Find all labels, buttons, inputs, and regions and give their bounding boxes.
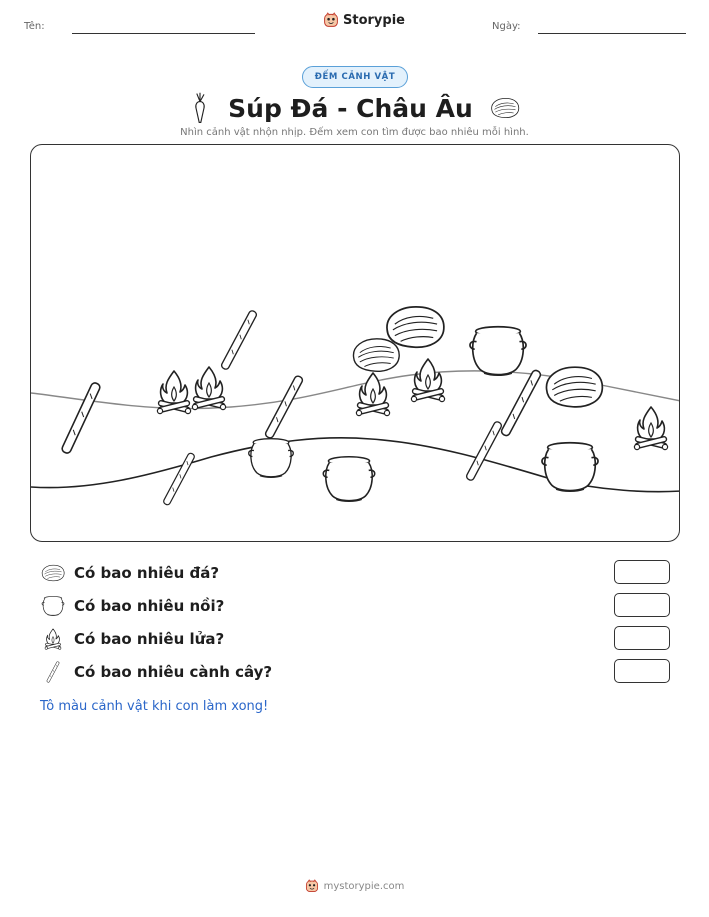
name-label: Tên: [24, 21, 45, 32]
question-row-fires [40, 626, 670, 652]
campfire [411, 359, 444, 402]
answer-box-sticks[interactable] [614, 659, 670, 683]
footer-brand [0, 879, 709, 893]
cooking-pot [249, 439, 294, 478]
stone-icon [489, 96, 521, 120]
answer-box-fires[interactable] [614, 626, 670, 650]
question-text: Có bao nhiêu cành cây? [74, 663, 273, 681]
coloring-note: Tô màu cảnh vật khi con làm xong! [40, 699, 269, 714]
page-title: Súp Đá - Châu Âu [228, 93, 473, 123]
cooking-pot [542, 443, 598, 492]
footer-url[interactable]: mystorypie.com [323, 880, 405, 892]
instructions: Nhìn cảnh vật nhộn nhịp. Đếm xem con tìm được bao nhiêu mỗi hình. [180, 127, 529, 138]
campfire [634, 407, 667, 450]
mascot-icon [323, 12, 339, 28]
question-text: Có bao nhiêu lửa? [74, 630, 225, 648]
title-row [0, 92, 709, 124]
campfire [192, 367, 225, 410]
carrot-icon [188, 92, 212, 124]
brand-logo [323, 12, 405, 28]
stick [465, 421, 502, 482]
scene-illustration [31, 145, 680, 542]
stick [163, 452, 196, 505]
stone [546, 367, 602, 407]
fire-icon [43, 627, 63, 651]
date-label: Ngày: [492, 21, 521, 32]
question-text: Có bao nhiêu đá? [74, 564, 220, 582]
date-field[interactable] [538, 33, 686, 34]
question-text: Có bao nhiêu nồi? [74, 597, 225, 615]
name-field[interactable] [72, 33, 255, 34]
stick [220, 310, 257, 371]
stone-icon [40, 563, 66, 583]
stone [353, 339, 399, 371]
stick-icon [41, 659, 65, 685]
answer-box-pots[interactable] [614, 593, 670, 617]
mascot-icon [305, 879, 319, 893]
stick [500, 369, 541, 437]
question-row-sticks [40, 659, 670, 685]
question-row-stones [40, 560, 670, 586]
answer-box-stones[interactable] [614, 560, 670, 584]
brand-name: Storypie [343, 12, 405, 28]
stick [61, 382, 101, 455]
cooking-pot [323, 457, 374, 502]
question-row-pots [40, 593, 670, 619]
pot-icon [40, 595, 66, 617]
stick [264, 375, 303, 439]
counting-scene [30, 144, 680, 542]
category-badge: ĐẾM CẢNH VẬT [302, 66, 408, 88]
stone [387, 307, 444, 347]
campfire [157, 371, 190, 414]
cooking-pot [470, 327, 526, 376]
